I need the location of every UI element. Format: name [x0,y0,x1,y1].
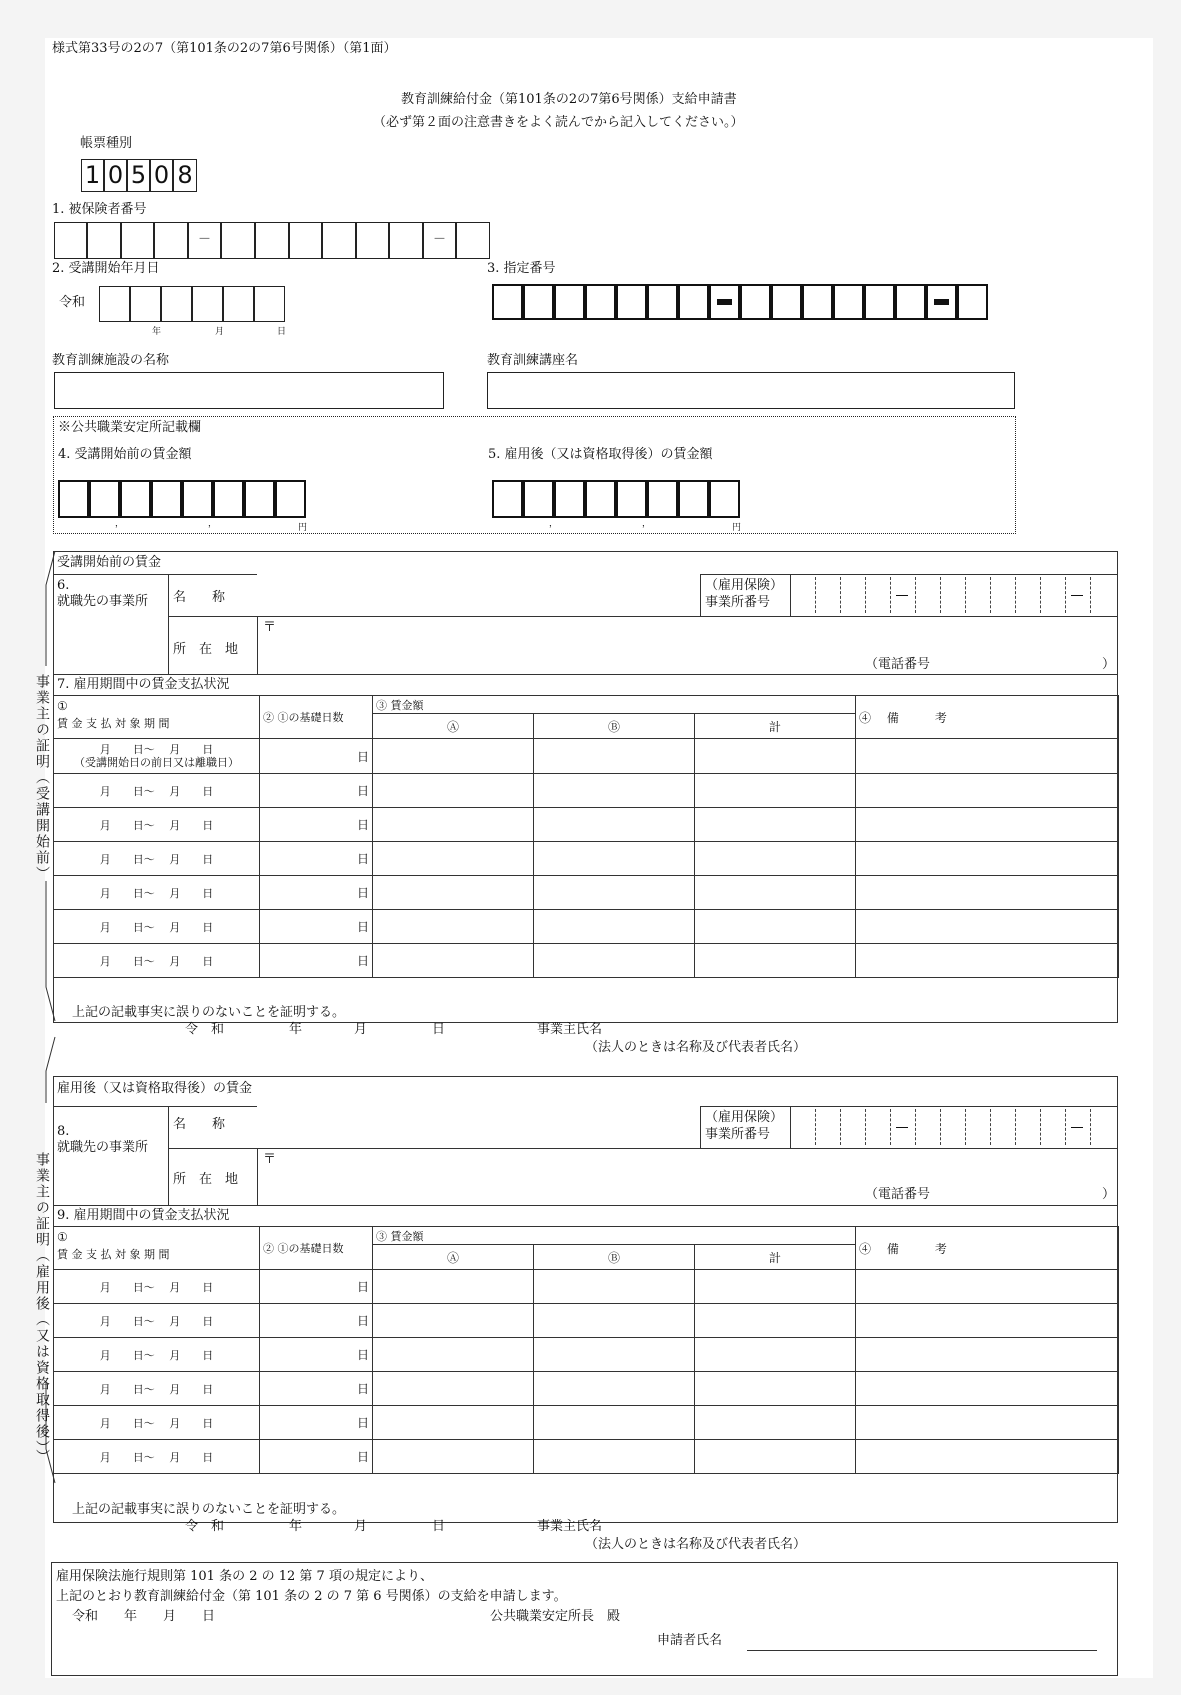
base-days-cell[interactable]: 日 [260,910,373,944]
dotline [940,577,941,613]
day-unit: 日 [277,327,287,337]
dash-mark [896,595,908,596]
wage-before-digit[interactable] [182,480,213,518]
wage-total-cell[interactable] [695,944,856,978]
first-row-note: （受講開始日の前日又は離職日） [74,756,239,769]
designation-digit[interactable] [678,284,709,320]
dotline [915,1109,916,1145]
course-name-label: 教育訓練講座名 [487,353,579,368]
wage-total-cell[interactable] [695,1440,856,1474]
insurance-label: （雇用保険） [705,578,784,593]
designation-digit[interactable] [523,284,554,320]
designation-dash [717,299,732,305]
application-date[interactable]: 令和 年 月 日 [72,1609,216,1624]
office-name-input[interactable] [257,1106,700,1148]
divider [790,1106,791,1148]
insured-number-dash: － [188,222,221,259]
section8-label: 就職先の事業所 [57,1140,149,1155]
phone-label: （電話番号 [865,657,931,672]
col-b-header: Ⓑ [534,1245,695,1270]
employer-name-label: 事業主氏名 [537,1022,603,1037]
col1-label: 賃 金 支 払 対 象 期 間 [57,716,170,730]
table-row [54,739,1119,774]
insured-number-digit[interactable] [54,222,87,259]
wage-b-cell[interactable] [534,944,695,978]
wage-before-digit[interactable] [120,480,151,518]
certify-text: 上記の記載事実に誤りのないことを証明する。 [72,1005,346,1020]
wage-a-cell[interactable] [373,1304,534,1338]
dotline [840,577,841,613]
facility-name-label: 教育訓練施設の名称 [52,353,170,368]
table-row [54,1270,1119,1304]
application-line2: 上記のとおり教育訓練給付金（第 101 条の 2 の 7 第 6 号関係）の支給を申請します。 [56,1589,567,1604]
wage-total-cell[interactable] [695,1406,856,1440]
col1-header [54,696,260,739]
insured-number-digit[interactable] [221,222,255,259]
office-use-title: ※公共職業安定所記載欄 [58,420,202,435]
table-row [54,944,1119,978]
col1-header [54,1227,260,1270]
wage-b-cell[interactable] [534,1304,695,1338]
remarks-cell[interactable] [856,1440,1119,1474]
base-days-cell[interactable]: 日 [260,808,373,842]
table-row [54,1440,1119,1474]
base-days-cell[interactable]: 日 [260,1372,373,1406]
col-a-header: Ⓐ [373,714,534,739]
wage-a-cell[interactable] [373,1270,534,1304]
corp-note: （法人のときは名称及び代表者氏名） [585,1537,807,1552]
period-text: 月 日～ 月 日 [99,742,214,756]
divider [53,1205,1118,1206]
year-unit: 年 [152,327,162,337]
remarks-cell[interactable] [856,1270,1119,1304]
dotline [965,1109,966,1145]
wage-a-cell[interactable] [373,1372,534,1406]
form-type-digit: 0 [104,159,127,192]
dotline [915,577,916,613]
course-start-date-label: 2. 受講開始年月日 [52,261,160,276]
dotline [965,577,966,613]
wage-total-cell[interactable] [695,774,856,808]
comma-mark: ， [115,519,125,529]
wage-b-cell[interactable] [534,774,695,808]
wage-a-cell[interactable] [373,1338,534,1372]
insured-number-dash: － [423,222,456,259]
dash-mark [1071,1127,1083,1128]
col-total-header: 計 [695,1245,856,1270]
wage-after-digit[interactable] [647,480,678,518]
wage-b-cell[interactable] [534,1372,695,1406]
applicant-name-label: 申請者氏名 [657,1633,723,1648]
wage-b-cell[interactable] [534,876,695,910]
start-year-digit[interactable] [99,286,130,322]
wage-table-after [53,1226,1119,1474]
address-label: 所 在 地 [173,642,239,657]
wage-before-digit[interactable] [89,480,120,518]
dotline [1015,1109,1016,1145]
remarks-cell[interactable] [856,876,1119,910]
dotline [1090,1109,1091,1145]
start-day-digit[interactable] [223,286,254,322]
base-days-cell[interactable]: 日 [260,1406,373,1440]
remarks-cell[interactable] [856,1338,1119,1372]
yen-mark: 円 [732,523,742,533]
col1-num: ① [57,1230,68,1244]
section7-label: 7. 雇用期間中の賃金支払状況 [57,677,230,692]
divider [168,574,169,674]
form-type-label: 帳票種別 [80,136,133,151]
divider [790,574,791,616]
period-cell[interactable]: 月 日～ 月 日 [54,876,260,910]
wage-after-digit[interactable] [585,480,616,518]
wage-table-before [53,695,1119,978]
application-line1: 雇用保険法施行規則第 101 条の 2 の 12 第 7 項の規定により、 [56,1569,433,1584]
period-cell[interactable]: 月 日～ 月 日 [54,842,260,876]
table-row [54,1304,1119,1338]
dotline [1040,1109,1041,1145]
wage-b-cell[interactable] [534,910,695,944]
dotline [990,1109,991,1145]
period-cell[interactable]: 月 日～ 月 日 [54,808,260,842]
designation-dash-box [709,284,740,320]
applicant-name-input[interactable] [747,1650,1097,1651]
dotline [865,577,866,613]
remarks-cell[interactable] [856,910,1119,944]
period-cell[interactable] [54,739,260,774]
col2-header: ② ①の基礎日数 [260,696,373,739]
wage-a-cell[interactable] [373,808,534,842]
wage-b-cell[interactable] [534,739,695,774]
wage-total-cell[interactable] [695,1338,856,1372]
section6-number: 6. [57,578,70,593]
wage-b-cell[interactable] [534,1440,695,1474]
wage-before-label: 4. 受講開始前の賃金額 [58,447,192,462]
start-month-digit[interactable] [161,286,192,322]
dotline [1015,577,1016,613]
employer-before-title: 受講開始前の賃金 [57,555,162,570]
dotline [1090,577,1091,613]
wage-after-digit[interactable] [616,480,647,518]
wage-total-cell[interactable] [695,1372,856,1406]
dotline [815,577,816,613]
dotline [815,1109,816,1145]
wage-after-digit[interactable] [709,480,740,518]
wage-before-digit[interactable] [151,480,182,518]
table-row [54,1338,1119,1372]
period-cell[interactable]: 月 日～ 月 日 [54,1304,260,1338]
comma-mark: ， [208,519,218,529]
designation-digit[interactable] [585,284,616,320]
wage-total-cell[interactable] [695,876,856,910]
base-days-cell[interactable]: 日 [260,774,373,808]
divider [700,574,701,616]
period-cell[interactable]: 月 日～ 月 日 [54,1338,260,1372]
wage-after-label: 5. 雇用後（又は資格取得後）の賃金額 [488,447,713,462]
wage-before-digit[interactable] [58,480,89,518]
designation-digit[interactable] [492,284,523,320]
section8-number: 8. [57,1124,70,1139]
dotline [1040,577,1041,613]
divider [168,1148,1118,1149]
month-unit: 月 [215,327,225,337]
form-type-digit: 5 [127,159,150,192]
col-a-header: Ⓐ [373,1245,534,1270]
wage-after-digit[interactable] [554,480,585,518]
insured-number-digit[interactable] [121,222,154,259]
period-cell[interactable]: 月 日～ 月 日 [54,1406,260,1440]
remarks-cell[interactable] [856,808,1119,842]
wage-b-cell[interactable] [534,1270,695,1304]
wage-b-cell[interactable] [534,1406,695,1440]
table-row [54,842,1119,876]
wage-a-cell[interactable] [373,910,534,944]
wage-total-cell[interactable] [695,1270,856,1304]
era-label: 令和 [59,295,86,310]
insured-number-digit[interactable] [456,222,490,259]
period-cell[interactable]: 月 日～ 月 日 [54,1270,260,1304]
remarks-cell[interactable] [856,1304,1119,1338]
dotline [1065,1109,1066,1145]
insured-number-digit[interactable] [322,222,356,259]
period-cell[interactable]: 月 日～ 月 日 [54,910,260,944]
base-days-cell[interactable]: 日 [260,1270,373,1304]
insured-number-digit[interactable] [255,222,289,259]
wage-before-digit[interactable] [275,480,306,518]
col4-header: ④ 備 考 [856,696,1119,739]
dotline [890,577,891,613]
insured-number-label: 1. 被保険者番号 [52,202,147,217]
base-days-cell[interactable]: 日 [260,1304,373,1338]
insurance-label: （雇用保険） [705,1110,784,1125]
dotline [840,1109,841,1145]
table-row [54,1372,1119,1406]
table-row [54,774,1119,808]
phone-close: ） [1102,1187,1116,1202]
section9-label: 9. 雇用期間中の賃金支払状況 [57,1208,230,1223]
wage-a-cell[interactable] [373,1440,534,1474]
certify-text: 上記の記載事実に誤りのないことを証明する。 [72,1502,346,1517]
col4-header: ④ 備 考 [856,1227,1119,1270]
divider [168,616,1118,617]
period-cell[interactable]: 月 日～ 月 日 [54,1440,260,1474]
wage-total-cell[interactable] [695,808,856,842]
form-type-digit: 1 [81,159,104,192]
start-month-digit[interactable] [192,286,223,322]
employer-after-side-label: 事業主の証明（雇用後（又は資格取得後）） [34,1152,50,1465]
remarks-cell[interactable] [856,1406,1119,1440]
wage-b-cell[interactable] [534,808,695,842]
designation-digit[interactable] [771,284,802,320]
table-row [54,910,1119,944]
col1-num: ① [57,699,68,713]
form-type-digit: 8 [173,159,197,192]
table-row [54,876,1119,910]
designation-digit[interactable] [740,284,771,320]
address-label: 所 在 地 [173,1172,239,1187]
designation-digit[interactable] [554,284,585,320]
postal-mark[interactable]: 〒 [263,620,277,635]
office-name-label: 名 称 [173,590,226,605]
table-row [54,808,1119,842]
remarks-cell[interactable] [856,774,1119,808]
office-chief: 公共職業安定所長 殿 [490,1609,621,1624]
dotline [1065,577,1066,613]
base-days-cell[interactable]: 日 [260,842,373,876]
dash-mark [896,1127,908,1128]
comma-mark: ， [642,519,652,529]
divider [53,674,1118,675]
wage-b-cell[interactable] [534,842,695,876]
start-day-digit[interactable] [254,286,285,322]
comma-mark: ， [549,519,559,529]
yen-mark: 円 [298,523,308,533]
col-b-header: Ⓑ [534,714,695,739]
base-days-cell[interactable]: 日 [260,1440,373,1474]
wage-after-digit[interactable] [678,480,709,518]
designation-digit[interactable] [647,284,678,320]
insurance-label: 事業所番号 [705,1127,771,1142]
form-number: 様式第33号の2の7（第101条の2の7第6号関係）（第1面） [52,41,397,56]
certify-date[interactable]: 令 和 年 月 日 [185,1022,446,1037]
base-days-cell[interactable]: 日 [260,944,373,978]
wage-a-cell[interactable] [373,876,534,910]
designation-number-label: 3. 指定番号 [487,261,556,276]
postal-mark[interactable]: 〒 [263,1152,277,1167]
dotline [865,1109,866,1145]
wage-a-cell[interactable] [373,774,534,808]
insured-number-digit[interactable] [154,222,188,259]
application-form-page [34,38,1153,1678]
facility-name-input[interactable] [54,372,444,409]
wage-a-cell[interactable] [373,944,534,978]
designation-digit[interactable] [833,284,864,320]
remarks-cell[interactable] [856,1372,1119,1406]
remarks-cell[interactable] [856,944,1119,978]
course-name-input[interactable] [487,372,1015,409]
form-note: （必ず第２面の注意書きをよく読んでから記入してください。） [373,115,744,130]
wage-a-cell[interactable] [373,739,534,774]
insurance-label: 事業所番号 [705,595,771,610]
col2-header: ② ①の基礎日数 [260,1227,373,1270]
wage-a-cell[interactable] [373,1406,534,1440]
table-row [54,1406,1119,1440]
employer-after-title: 雇用後（又は資格取得後）の賃金 [57,1081,253,1096]
dash-mark [1071,595,1083,596]
wage-after-digit[interactable] [523,480,554,518]
dotline [940,1109,941,1145]
dotline [890,1109,891,1145]
divider [700,1106,701,1148]
phone-label: （電話番号 [865,1187,931,1202]
divider [168,1106,169,1205]
form-type-digit: 0 [150,159,173,192]
designation-dash-box [926,284,957,320]
designation-dash [934,299,949,305]
certify-date[interactable]: 令 和 年 月 日 [185,1519,446,1534]
wage-total-cell[interactable] [695,910,856,944]
office-name-label: 名 称 [173,1117,226,1132]
employer-name-label: 事業主氏名 [537,1519,603,1534]
wage-before-digit[interactable] [244,480,275,518]
start-year-digit[interactable] [130,286,161,322]
wage-total-cell[interactable] [695,1304,856,1338]
designation-digit[interactable] [895,284,926,320]
col3-header: ③ 賃金額 [373,1227,856,1245]
base-days-cell[interactable]: 日 [260,1338,373,1372]
phone-close: ） [1102,657,1116,672]
col1-label: 賃 金 支 払 対 象 期 間 [57,1247,170,1261]
period-cell[interactable]: 月 日～ 月 日 [54,774,260,808]
insured-number-digit[interactable] [356,222,389,259]
insured-number-digit[interactable] [87,222,121,259]
wage-before-digit[interactable] [213,480,244,518]
base-days-cell[interactable]: 日 [260,876,373,910]
employer-before-side-label: 事業主の証明（受講開始前） [34,674,50,882]
base-days-cell[interactable]: 日 [260,739,373,774]
form-title: 教育訓練給付金（第101条の2の7第6号関係）支給申請書 [401,92,737,107]
remarks-cell[interactable] [856,739,1119,774]
wage-after-digit[interactable] [492,480,523,518]
designation-digit[interactable] [616,284,647,320]
col3-header: ③ 賃金額 [373,696,856,714]
insured-number-digit[interactable] [389,222,423,259]
designation-digit[interactable] [957,284,988,320]
col-total-header: 計 [695,714,856,739]
section6-label: 就職先の事業所 [57,594,149,609]
wage-b-cell[interactable] [534,1338,695,1372]
period-cell[interactable]: 月 日～ 月 日 [54,1372,260,1406]
wage-total-cell[interactable] [695,739,856,774]
insured-number-digit[interactable] [289,222,322,259]
wage-total-cell[interactable] [695,842,856,876]
office-name-input[interactable] [257,574,700,616]
period-cell[interactable]: 月 日～ 月 日 [54,944,260,978]
designation-digit[interactable] [864,284,895,320]
remarks-cell[interactable] [856,842,1119,876]
designation-digit[interactable] [802,284,833,320]
corp-note: （法人のときは名称及び代表者氏名） [585,1040,807,1055]
dotline [990,577,991,613]
wage-a-cell[interactable] [373,842,534,876]
